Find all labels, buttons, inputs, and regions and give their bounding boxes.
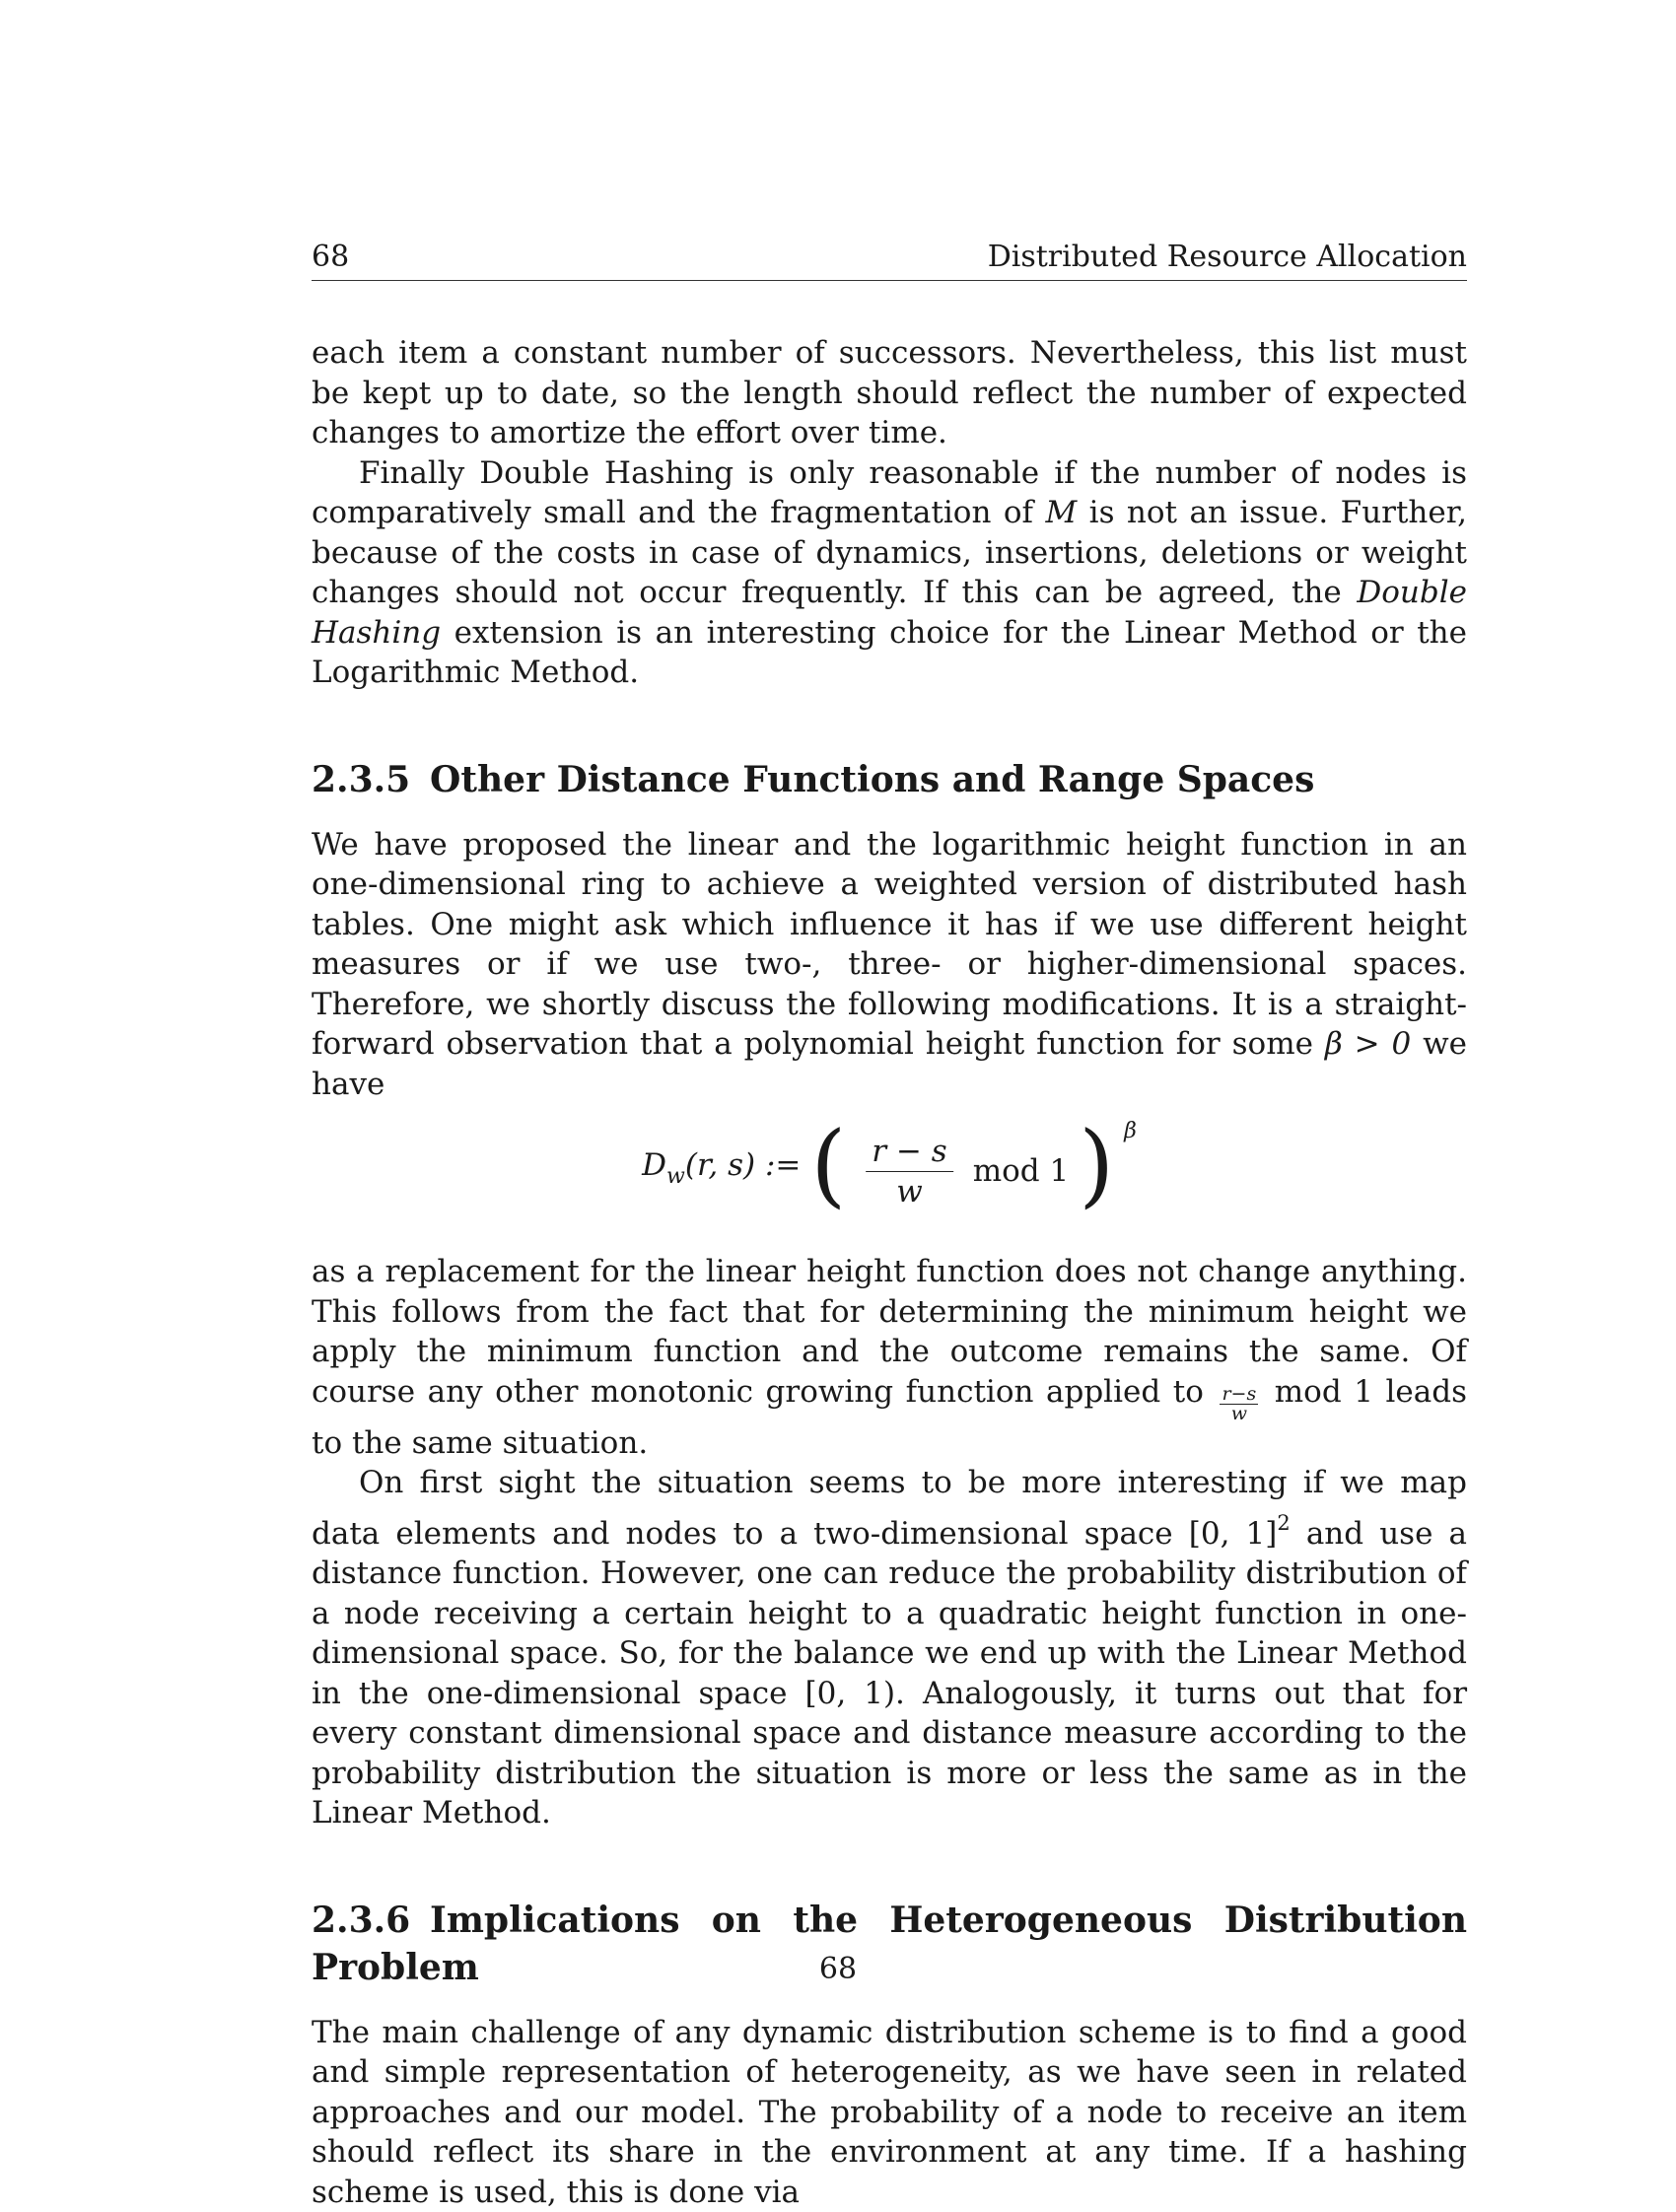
- equation-lhs-subscript: w: [666, 1164, 685, 1189]
- display-equation: [312, 1104, 1467, 1252]
- left-paren: (: [810, 1120, 846, 1210]
- paragraph-4: [312, 1252, 1467, 1463]
- right-paren: ): [1079, 1120, 1114, 1210]
- section-number: 2.3.6: [312, 1897, 430, 1944]
- inline-fraction-numerator: r−s: [1220, 1385, 1258, 1405]
- paragraph-5: [312, 1463, 1467, 1833]
- running-header: [312, 235, 1467, 281]
- main-text: [312, 333, 1467, 2212]
- equation-exponent: β: [1124, 1112, 1137, 1152]
- header-running-title: Distributed Resource Allocation: [988, 235, 1467, 280]
- emphasis-double-hashing: Double Hashing: [312, 575, 1467, 651]
- section-title: Implications on the Heterogeneous Distribution Problem: [312, 1900, 1467, 1988]
- equation-lhs: [642, 1145, 801, 1198]
- paragraph-5-part-c: Analogously, it turns out that for every constant dimensional space and distance measure according to the probability distribution the situation is more or less the same as in the Linear Method.: [312, 1676, 1467, 1832]
- paragraph-3-part-b: we have: [312, 1026, 1467, 1102]
- paragraph-3-part-a: We have proposed the linear and the logarithmic height function in an one-dimensional ring to achieve a weighted version of distributed hash tables. One might ask which influence it has if we use different height measures or if we use two-, three- or higher-dimensional spaces. Therefore, we shortly discuss the following modifications. It is a straight-forward observation that a polynomial height function for some: [312, 827, 1467, 1063]
- paragraph-3: [312, 825, 1467, 1105]
- paragraph-4-part-a: as a replacement for the linear height function does not change anything. This follows from the fact that for determining the minimum height we apply the minimum function and the outcome remains the same. Of course any other monotonic growing function applied to: [312, 1254, 1467, 1410]
- paragraph-5-part-b: and use a distance function. However, one can reduce the probability distribution of a node receiving a certain height to a quadratic height function in one-dimensional space. So, for the balance we end up with the Linear Method in the one-dimensional space: [312, 1516, 1467, 1711]
- paragraph-2: [312, 453, 1467, 693]
- paragraph-5-part-a: On first sight the situation seems to be more interesting if we map data elements and nodes to a two-dimensional space: [312, 1465, 1467, 1552]
- footer-page-number: 68: [0, 1952, 1676, 1986]
- equation-arguments: (r, s) :=: [685, 1147, 802, 1183]
- paragraph-1: each item a constant number of successors. Nevertheless, this list must be kept up to date, so the length should reflect the number of expected changes to amortize the effort over time.: [312, 333, 1467, 453]
- equation-mod: mod 1: [973, 1151, 1069, 1192]
- inline-fraction: [1220, 1385, 1258, 1423]
- paragraph-2-part-b: is not an issue. Further, because of the costs in case of dynamics, insertions, deletions or weight changes should not occur frequently. If this can be agreed, the: [312, 495, 1467, 610]
- math-beta-condition: β > 0: [1325, 1026, 1411, 1062]
- fraction-numerator: r − s: [866, 1132, 952, 1172]
- paragraph-2-part-c: extension is an interesting choice for the Linear Method or the Logarithmic Method.: [312, 615, 1467, 691]
- equation-lhs-symbol: D: [642, 1147, 666, 1183]
- section-title: Other Distance Functions and Range Spaces: [430, 759, 1314, 800]
- header-page-number: 68: [312, 235, 349, 280]
- section-heading-2-3-5: [312, 756, 1467, 803]
- math-space: [0, 1]: [1189, 1516, 1278, 1552]
- inline-fraction-denominator: w: [1231, 1405, 1247, 1423]
- paragraph-2-part-a: Finally Double Hashing is only reasonable if the number of nodes is comparatively small and the fragmentation of: [312, 455, 1467, 531]
- math-space-exponent: 2: [1277, 1511, 1290, 1535]
- math-space-2: [0, 1).: [805, 1676, 905, 1711]
- paragraph-4-part-b: mod 1 leads to the same situation.: [312, 1374, 1467, 1461]
- fraction-denominator: w: [890, 1172, 929, 1211]
- equation-fraction: [866, 1132, 952, 1211]
- section-number: 2.3.5: [312, 756, 430, 803]
- paragraph-6: The main challenge of any dynamic distribution scheme is to find a good and simple representation of heterogeneity, as we have seen in related approaches and our model. The probability of a node to receive an item should reflect its share in the environment at any time. If a hashing scheme is used, this is done via: [312, 2013, 1467, 2212]
- math-symbol-m: M: [1045, 495, 1077, 530]
